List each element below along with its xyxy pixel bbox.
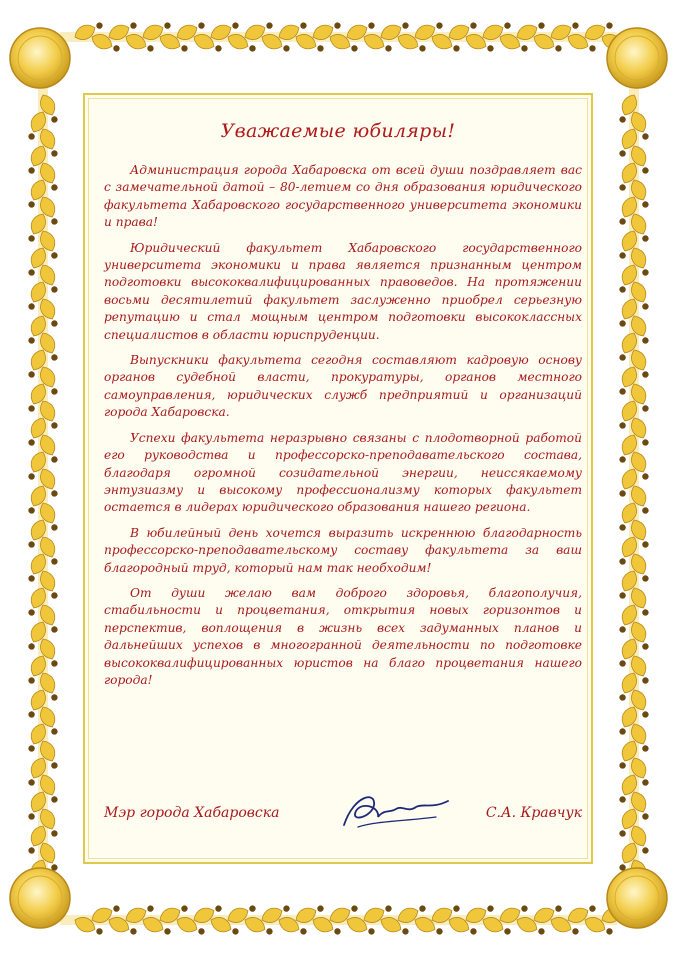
letter-body: [104, 162, 582, 697]
paragraph: В юбилейный день хочется выразить искреннюю благодарность профессорско-преподавательскому составу факультета за ваш благородный труд, который нам так необходим!: [104, 525, 582, 575]
corner-medallion-top-left: [10, 28, 70, 88]
corner-medallion-top-right: [607, 28, 667, 88]
paragraph: Администрация города Хабаровска от всей души поздравляет вас с замечательной датой – 80-летием со дня образования юридического факультета Хабаровского государственного университета экономики и права!: [104, 163, 582, 230]
paragraph: Выпускники факультета сегодня составляют кадровую основу органов судебной власти, прокуратуры, органов местного самоуправления, юридических служб предприятий и организаций города Хабаровска.: [104, 353, 582, 420]
paragraph: Успехи факультета неразрывно связаны с плодотворной работой его руководства и профессорско-преподавательского состава, благодаря огромной созидательной энергии, неиссякаемому энтузиазму и высокому профессионализму которых факультет остается в лидерах юридического образования нашего региона.: [104, 430, 582, 515]
paragraph: От души желаю вам доброго здоровья, благополучия, стабильности и процветания, открытия новых горизонтов и перспектив, воплощения в жизнь всех задуманных планов и дальнейших успехов в многогранной деятельности по подготовке высококвалифицированных юристов на благо процветания нашего города!: [104, 585, 582, 687]
corner-medallion-bottom-left: [10, 868, 70, 928]
letter-title: Уважаемые юбиляры!: [220, 120, 456, 142]
handwritten-signature: [336, 787, 456, 837]
signer-name: С.А. Кравчук: [485, 805, 582, 821]
paragraph: Юридический факультет Хабаровского государственного университета экономики и права является признанным центром подготовки высококвалифицированных правоведов. На протяжении восьми десятилетий факультет заслуженно приобрел серьезную репутацию и стал мощным центром подготовки высококлассных специалистов в области юриспруденции.: [104, 240, 582, 342]
signer-title: Мэр города Хабаровска: [104, 805, 280, 821]
corner-medallion-bottom-right: [607, 868, 667, 928]
signature-block: [104, 797, 582, 837]
